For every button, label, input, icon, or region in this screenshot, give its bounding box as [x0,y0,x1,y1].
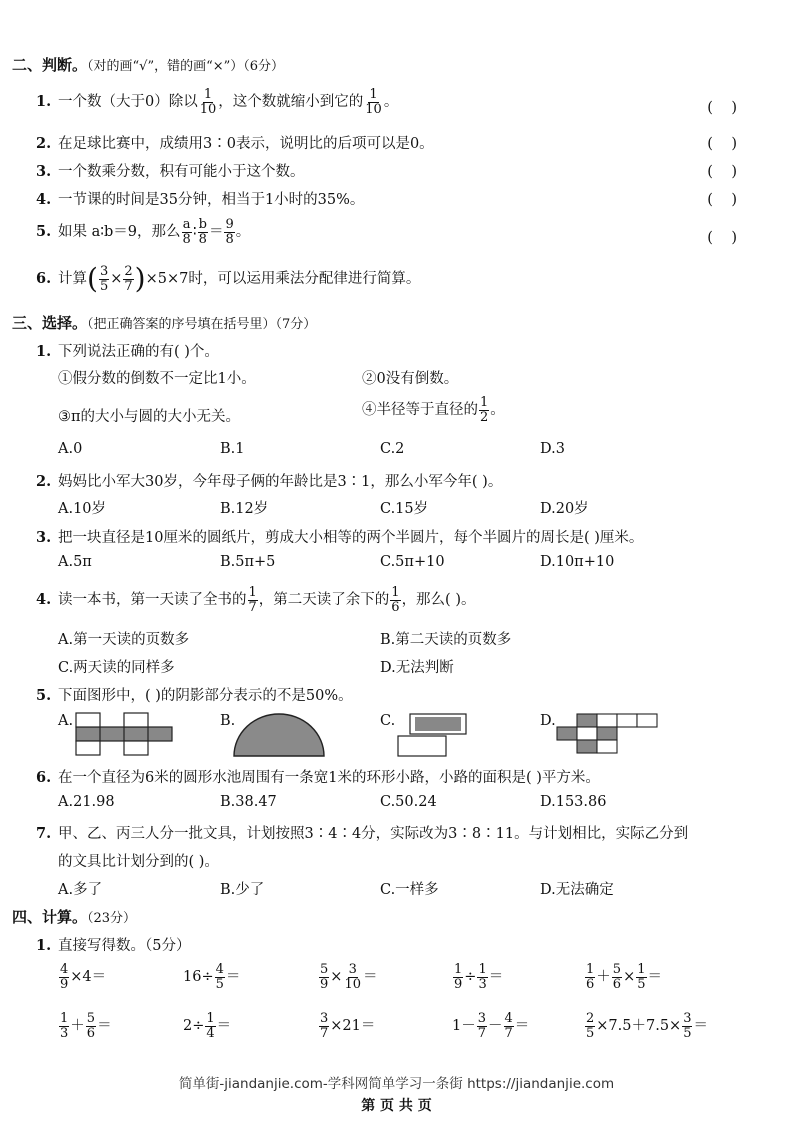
figure-d-cell [617,714,637,727]
option-d: D.10π+10 [540,554,615,570]
section-4-title: 四、计算。（23分） [12,908,137,926]
calc-r2-c4: 1－ $\frac{3}{7}$ － $\frac{4}{7}$ ＝ [452,1011,530,1041]
footer-site-text: 简单街-jiandanjie.com-学科网简单学习一条街 https://jiandanjie.com [178,1076,615,1092]
calc-r2-c1: $\frac{1}{3}$ ＋ $\frac{5}{6}$ ＝ [60,1011,112,1041]
figure-d-cell [557,727,577,740]
statement-2: ②0没有倒数。 [362,371,459,387]
answer-paren[interactable]: ( ) [707,230,737,246]
figure-d-cell [597,727,617,740]
answer-paren[interactable]: ( ) [707,100,737,116]
option-d: D. [540,713,556,729]
option-c: C.两天读的同样多 [58,660,175,676]
option-c: C.15岁 [380,501,429,517]
option-a: A.5π [58,554,92,570]
option-b: B.38.47 [220,794,277,810]
judge-q3: 3. 一个数乘分数，积有可能小于这个数。 [36,163,305,180]
figure-d-cell [577,740,597,753]
figure-d [556,712,662,756]
option-d: D.153.86 [540,794,607,810]
option-c: C.5π+10 [380,554,445,570]
figure-a-cell [124,741,148,755]
option-a: A.10岁 [58,501,107,517]
option-d: D.无法确定 [540,882,614,898]
footer-page-number: 第 页 共 页 [361,1098,432,1114]
option-a: A.21.98 [58,794,115,810]
judge-q1: 1. 一个数（大于0）除以 $\frac{1}{10}$ ，这个数就缩小到它的 $\frac{1}{10}$ 。 [36,87,399,117]
option-b: B.1 [220,441,245,457]
option-b: B.少了 [220,882,265,898]
choice-q4: 4. 读一本书，第一天读了全书的 $\frac{1}{7}$ ，第二天读了余下的 $\frac{1}{6}$ ，那么( )。 [36,585,476,615]
option-a: A.0 [58,441,83,457]
calc-r1-c2: 16÷ $\frac{4}{5}$ ＝ [183,962,241,992]
judge-q5: 5. 如果 a∶b＝9，那么 $\frac{a}{8}$ ∶ $\frac{b}{8}$ ＝ $\frac{9}{8}$ 。 [36,217,251,247]
option-b: B.12岁 [220,501,269,517]
section-3-note: （把正确答案的序号填在括号里）（7分） [87,317,317,332]
figure-d-cell [597,740,617,753]
option-b: B.第二天读的页数多 [380,632,512,648]
choice-q7: 7. 甲、乙、丙三人分一批文具，计划按照3∶4∶4分，实际改为3∶8∶11。与计划相比，实际乙分到 [36,825,689,842]
option-d: D.无法判断 [380,660,454,676]
figure-d-cell [597,714,617,727]
answer-paren[interactable]: ( ) [707,192,737,208]
calc-r2-c5: $\frac{2}{5}$ ×7.5＋7.5× $\frac{3}{5}$ ＝ [586,1011,708,1041]
figure-b-semicircle [234,714,324,756]
judge-q4: 4. 一节课的时间是35分钟，相当于1小时的35%。 [36,191,365,208]
option-a: A. [58,713,74,729]
statement-1: ①假分数的倒数不一定比1小。 [58,371,256,387]
option-c: C.50.24 [380,794,437,810]
figure-d-cell [577,727,597,740]
option-d: D.20岁 [540,501,589,517]
figure-a-cell [76,713,100,727]
section-2-note: （对的画“√”，错的画“×”）（6分） [87,59,285,74]
figure-c-bottom-rect [398,736,446,756]
section-2-title: 二、判断。（对的画“√”，错的画“×”）（6分） [12,56,285,74]
option-b: B. [220,713,236,729]
calc-r2-c3: $\frac{3}{7}$ ×21＝ [320,1011,376,1041]
figure-a [74,712,174,756]
calc-r1-c3: $\frac{5}{9}$ × $\frac{3}{10}$ ＝ [320,962,378,992]
figure-a-cell [76,741,100,755]
judge-q6: 6. 计算( $\frac{3}{5}$ × $\frac{2}{7}$ )×5×7时，可以运用乘法分配律进行简算。 [36,262,421,296]
choice-q3: 3. 把一块直径是10厘米的圆纸片，剪成大小相等的两个半圆片，每个半圆片的周长是( )厘米。 [36,529,644,546]
calc-q1: 1. 直接写得数。（5分） [36,937,191,954]
calc-r1-c1: $\frac{4}{9}$ ×4＝ [60,962,107,992]
choice-q6: 6. 在一个直径为6米的圆形水池周围有一条宽1米的环形小路，小路的面积是( )平方米。 [36,769,600,786]
choice-q5: 5. 下面图形中，( )的阴影部分表示的不是50%。 [36,687,353,704]
choice-q2: 2. 妈妈比小军大30岁，今年母子俩的年龄比是3∶1，那么小军今年( )。 [36,473,503,490]
option-c: C.一样多 [380,882,439,898]
calc-r1-c5: $\frac{1}{6}$ ＋ $\frac{5}{6}$ × $\frac{1}{5}$ ＝ [586,962,662,992]
calc-r2-c2: 2÷ $\frac{1}{4}$ ＝ [183,1011,232,1041]
option-d: D.3 [540,441,565,457]
option-a: A.第一天读的页数多 [58,632,190,648]
calc-r1-c4: $\frac{1}{9}$ ÷ $\frac{1}{3}$ ＝ [454,962,504,992]
answer-paren[interactable]: ( ) [707,164,737,180]
option-c: C.2 [380,441,405,457]
statement-4: ④半径等于直径的 $\frac{1}{2}$ 。 [362,395,505,425]
choice-q1: 1. 下列说法正确的有( )个。 [36,343,219,360]
statement-3: ③π的大小与圆的大小无关。 [58,409,241,425]
figure-d-cell [637,714,657,727]
figure-d-cell [577,714,597,727]
figure-c-shaded [415,717,461,731]
section-4-note: （23分） [87,911,137,926]
option-b: B.5π+5 [220,554,276,570]
judge-q2: 2. 在足球比赛中，成绩用3∶0表示，说明比的后项可以是0。 [36,135,434,152]
option-a: A.多了 [58,882,103,898]
figure-a-cell [124,713,148,727]
section-3-title: 三、选择。（把正确答案的序号填在括号里）（7分） [12,314,317,332]
option-c: C. [380,713,396,729]
figure-b [232,712,326,758]
answer-paren[interactable]: ( ) [707,136,737,152]
choice-q7-line2: 的文具比计划分到的( )。 [58,854,219,870]
figure-c [396,712,470,758]
